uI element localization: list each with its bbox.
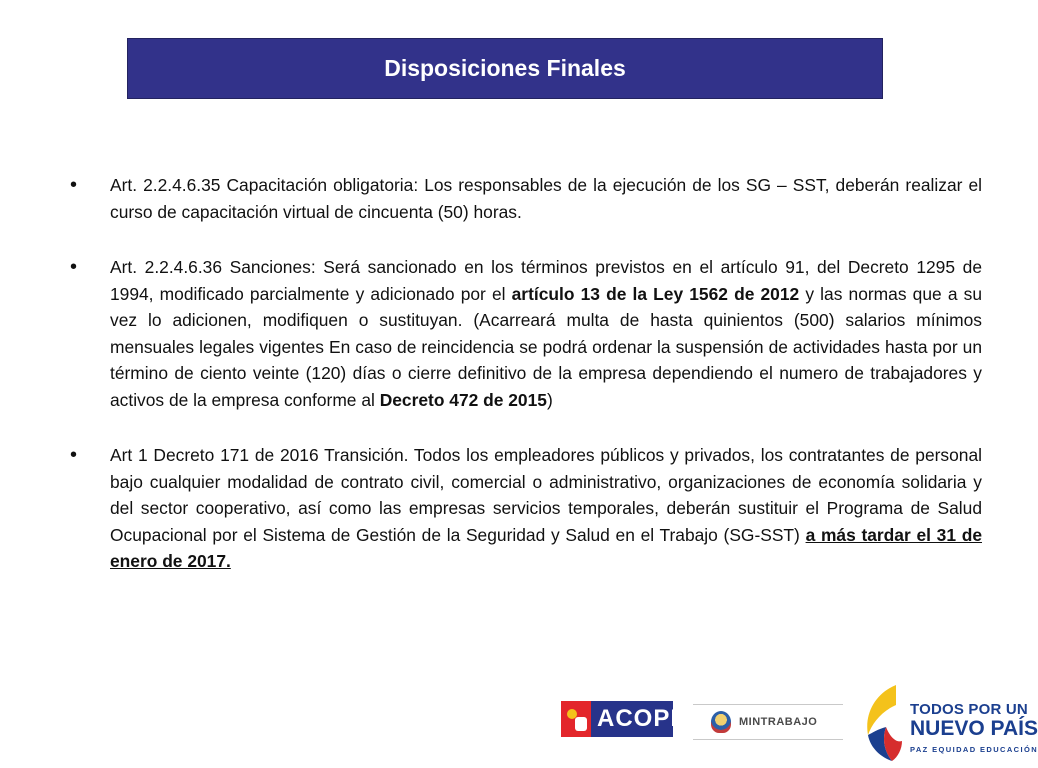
bullet-text xyxy=(110,442,982,575)
bullet-text xyxy=(110,172,982,225)
text-segment: Art 1 Decreto 171 de 2016 Transición. Todos los empleadores públicos y privados, los contratantes de personal bajo cualquier modalidad de contrato civil, comercial o administrativo, organizaciones de economía solidaria y del sector cooperativo, así como las empresas servicios temporales, deberán sustituir el Programa de Salud Ocupacional por el Sistema de Gestión de la Seguridad y Salud en el Trabajo (SG-SST) xyxy=(110,445,982,545)
todos-por-un-nuevo-pais-logo xyxy=(858,683,1038,763)
slide-title: Disposiciones Finales xyxy=(384,55,626,81)
flag-swoosh-icon xyxy=(858,683,908,763)
deadline-text: a más tardar el 31 de enero de 2017. xyxy=(110,524,982,571)
bullet-item-sanciones xyxy=(70,254,982,413)
bullet-icon: • xyxy=(70,256,78,278)
bullet-item-capacitacion xyxy=(70,172,982,225)
bullet-icon: • xyxy=(70,174,78,196)
bold-reference-decreto: Decreto 472 de 2015 xyxy=(379,389,547,410)
acopi-logo xyxy=(561,701,679,737)
text-segment: Art. 2.2.4.6.35 Capacitación obligatoria: Los responsables de la ejecución de los SG – SST, deberán realizar el curso de capacitación virtual de cincuenta (50) horas. xyxy=(110,175,982,222)
bullet-item-transicion xyxy=(70,442,982,575)
coat-of-arms-icon xyxy=(711,711,731,733)
acopi-mark-icon xyxy=(561,701,591,737)
text-segment: Art. 2.2.4.6.36 Sanciones: Será sancionado en los términos previstos en el artículo 91, del Decreto 1295 de 1994, modificado parcialmente y adicionado por el xyxy=(110,257,982,304)
tpnp-line1: TODOS POR UN xyxy=(910,701,1028,718)
title-bar xyxy=(127,38,883,99)
bullet-list xyxy=(70,172,982,604)
tpnp-line2: NUEVO PAÍS xyxy=(910,717,1038,740)
bold-reference-ley: artículo 13 de la Ley 1562 de 2012 xyxy=(511,283,800,304)
mintrabajo-logo-text: MINTRABAJO xyxy=(739,716,818,728)
text-segment: ) xyxy=(546,389,553,410)
tpnp-tagline: PAZ EQUIDAD EDUCACIÓN xyxy=(910,745,1038,754)
acopi-logo-text: ACOPI xyxy=(597,705,679,732)
text-segment: y las normas que a su vez lo adicionen, modifiquen o sustituyan. (Acarreará multa de hasta quinientos (500) salarios mínimos mensuales legales vigentes En caso de reincidencia se podrá ordenar la suspensión de actividades hasta por un término de ciento veinte (120) días o cierre definitivo de la empresa dependiendo el numero de trabajadores y activos de la empresa conforme al xyxy=(110,283,982,410)
mintrabajo-logo xyxy=(693,704,843,740)
bullet-text xyxy=(110,254,982,413)
bullet-icon: • xyxy=(70,444,78,466)
